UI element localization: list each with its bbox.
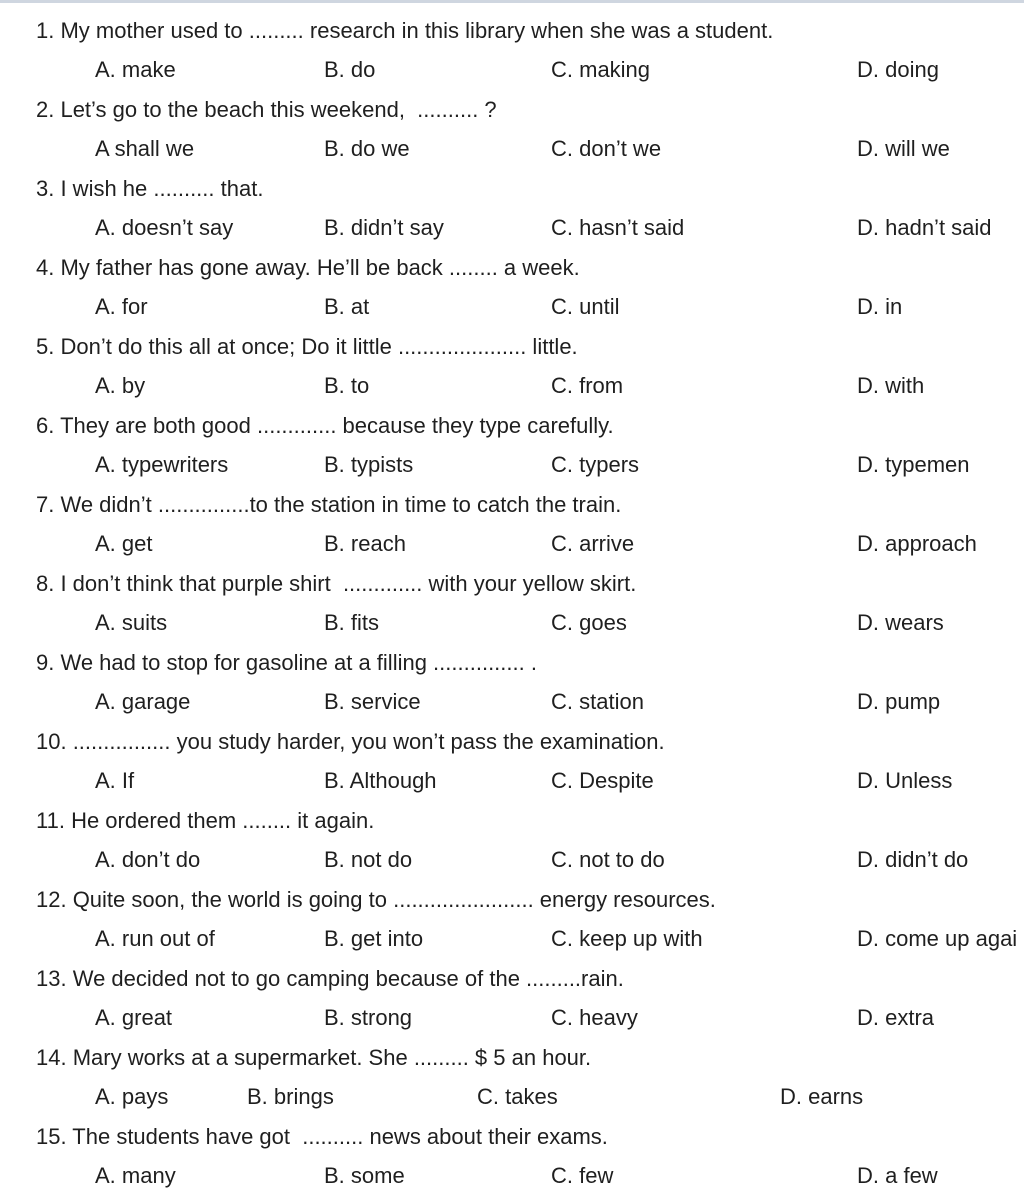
option-a[interactable]: A. for bbox=[95, 294, 148, 319]
option-b[interactable]: B. do bbox=[324, 57, 376, 82]
option-c[interactable]: C. hasn’t said bbox=[551, 215, 685, 240]
option-a[interactable]: A. great bbox=[95, 1005, 173, 1030]
option-a[interactable]: A. doesn’t say bbox=[95, 215, 234, 240]
option-b[interactable]: B. didn’t say bbox=[324, 215, 444, 240]
option-d[interactable]: D. typemen bbox=[857, 452, 970, 477]
option-b[interactable]: B. not do bbox=[324, 847, 413, 872]
option-c[interactable]: C. takes bbox=[477, 1084, 558, 1109]
question-stem: 15. The students have got .......... news about their exams. bbox=[36, 1124, 608, 1149]
question-stem: 8. I don’t think that purple shirt ............. with your yellow skirt. bbox=[36, 571, 637, 596]
question-10 bbox=[0, 720, 1024, 799]
option-a[interactable]: A. get bbox=[95, 531, 153, 556]
question-2 bbox=[0, 88, 1024, 167]
option-c[interactable]: C. from bbox=[551, 373, 624, 398]
question-stem: 5. Don’t do this all at once; Do it little ..................... little. bbox=[36, 334, 578, 359]
question-13 bbox=[0, 957, 1024, 1036]
question-14 bbox=[0, 1036, 1024, 1115]
option-b[interactable]: B. brings bbox=[247, 1084, 334, 1109]
option-c[interactable]: C. keep up with bbox=[551, 926, 703, 951]
top-border bbox=[0, 0, 1024, 3]
question-3 bbox=[0, 167, 1024, 246]
option-a[interactable]: A. If bbox=[95, 768, 135, 793]
option-b[interactable]: B. reach bbox=[324, 531, 406, 556]
option-a[interactable]: A. typewriters bbox=[95, 452, 229, 477]
question-stem: 13. We decided not to go camping because of the .........rain. bbox=[36, 966, 624, 991]
option-d[interactable]: D. will we bbox=[857, 136, 950, 161]
option-c[interactable]: C. Despite bbox=[551, 768, 654, 793]
question-stem: 10. ................ you study harder, you won’t pass the examination. bbox=[36, 729, 665, 754]
option-d[interactable]: D. hadn’t said bbox=[857, 215, 992, 240]
question-stem: 7. We didn’t ...............to the station in time to catch the train. bbox=[36, 492, 622, 517]
option-d[interactable]: D. come up agai bbox=[857, 926, 1018, 951]
option-b[interactable]: B. service bbox=[324, 689, 421, 714]
option-d[interactable]: D. didn’t do bbox=[857, 847, 969, 872]
option-b[interactable]: B. at bbox=[324, 294, 370, 319]
option-b[interactable]: B. get into bbox=[324, 926, 424, 951]
option-a[interactable]: A shall we bbox=[95, 136, 195, 161]
option-a[interactable]: A. don’t do bbox=[95, 847, 201, 872]
option-b[interactable]: B. typists bbox=[324, 452, 414, 477]
option-c[interactable]: C. goes bbox=[551, 610, 627, 635]
option-a[interactable]: A. suits bbox=[95, 610, 168, 635]
option-d[interactable]: D. with bbox=[857, 373, 925, 398]
option-b[interactable]: B. fits bbox=[324, 610, 380, 635]
question-1 bbox=[0, 9, 1024, 88]
option-c[interactable]: C. heavy bbox=[551, 1005, 638, 1030]
option-c[interactable]: C. making bbox=[551, 57, 651, 82]
question-11 bbox=[0, 799, 1024, 878]
option-d[interactable]: D. extra bbox=[857, 1005, 935, 1030]
question-stem: 14. Mary works at a supermarket. She ......... $ 5 an hour. bbox=[36, 1045, 592, 1070]
option-c[interactable]: C. until bbox=[551, 294, 620, 319]
option-a[interactable]: A. many bbox=[95, 1163, 176, 1188]
question-stem: 2. Let’s go to the beach this weekend, .......... ? bbox=[36, 97, 497, 122]
question-6 bbox=[0, 404, 1024, 483]
option-d[interactable]: D. approach bbox=[857, 531, 977, 556]
option-b[interactable]: B. some bbox=[324, 1163, 405, 1188]
option-b[interactable]: B. do we bbox=[324, 136, 410, 161]
option-a[interactable]: A. pays bbox=[95, 1084, 169, 1109]
option-d[interactable]: D. pump bbox=[857, 689, 941, 714]
question-stem: 1. My mother used to ......... research in this library when she was a student. bbox=[36, 18, 774, 43]
option-a[interactable]: A. run out of bbox=[95, 926, 215, 951]
question-stem: 9. We had to stop for gasoline at a filling ............... . bbox=[36, 650, 537, 675]
option-c[interactable]: C. arrive bbox=[551, 531, 635, 556]
option-c[interactable]: C. station bbox=[551, 689, 644, 714]
option-d[interactable]: D. earns bbox=[780, 1084, 864, 1109]
option-b[interactable]: B. Although bbox=[324, 768, 437, 793]
option-d[interactable]: D. doing bbox=[857, 57, 939, 82]
option-b[interactable]: B. strong bbox=[324, 1005, 413, 1030]
question-8 bbox=[0, 562, 1024, 641]
question-stem: 3. I wish he .......... that. bbox=[36, 176, 264, 201]
question-stem: 4. My father has gone away. He’ll be back ........ a week. bbox=[36, 255, 580, 280]
option-a[interactable]: A. by bbox=[95, 373, 146, 398]
option-a[interactable]: A. make bbox=[95, 57, 176, 82]
option-c[interactable]: C. not to do bbox=[551, 847, 665, 872]
option-c[interactable]: C. typers bbox=[551, 452, 640, 477]
option-b[interactable]: B. to bbox=[324, 373, 370, 398]
quiz-list bbox=[0, 9, 1024, 1194]
option-d[interactable]: D. wears bbox=[857, 610, 944, 635]
option-a[interactable]: A. garage bbox=[95, 689, 191, 714]
option-d[interactable]: D. a few bbox=[857, 1163, 938, 1188]
question-stem: 12. Quite soon, the world is going to ....................... energy resources. bbox=[36, 887, 716, 912]
question-7 bbox=[0, 483, 1024, 562]
question-12 bbox=[0, 878, 1024, 957]
question-4 bbox=[0, 246, 1024, 325]
option-c[interactable]: C. don’t we bbox=[551, 136, 662, 161]
question-5 bbox=[0, 325, 1024, 404]
question-9 bbox=[0, 641, 1024, 720]
question-stem: 6. They are both good ............. because they type carefully. bbox=[36, 413, 614, 438]
option-d[interactable]: D. in bbox=[857, 294, 903, 319]
question-15 bbox=[0, 1115, 1024, 1194]
question-stem: 11. He ordered them ........ it again. bbox=[36, 808, 375, 833]
option-c[interactable]: C. few bbox=[551, 1163, 614, 1188]
option-d[interactable]: D. Unless bbox=[857, 768, 953, 793]
